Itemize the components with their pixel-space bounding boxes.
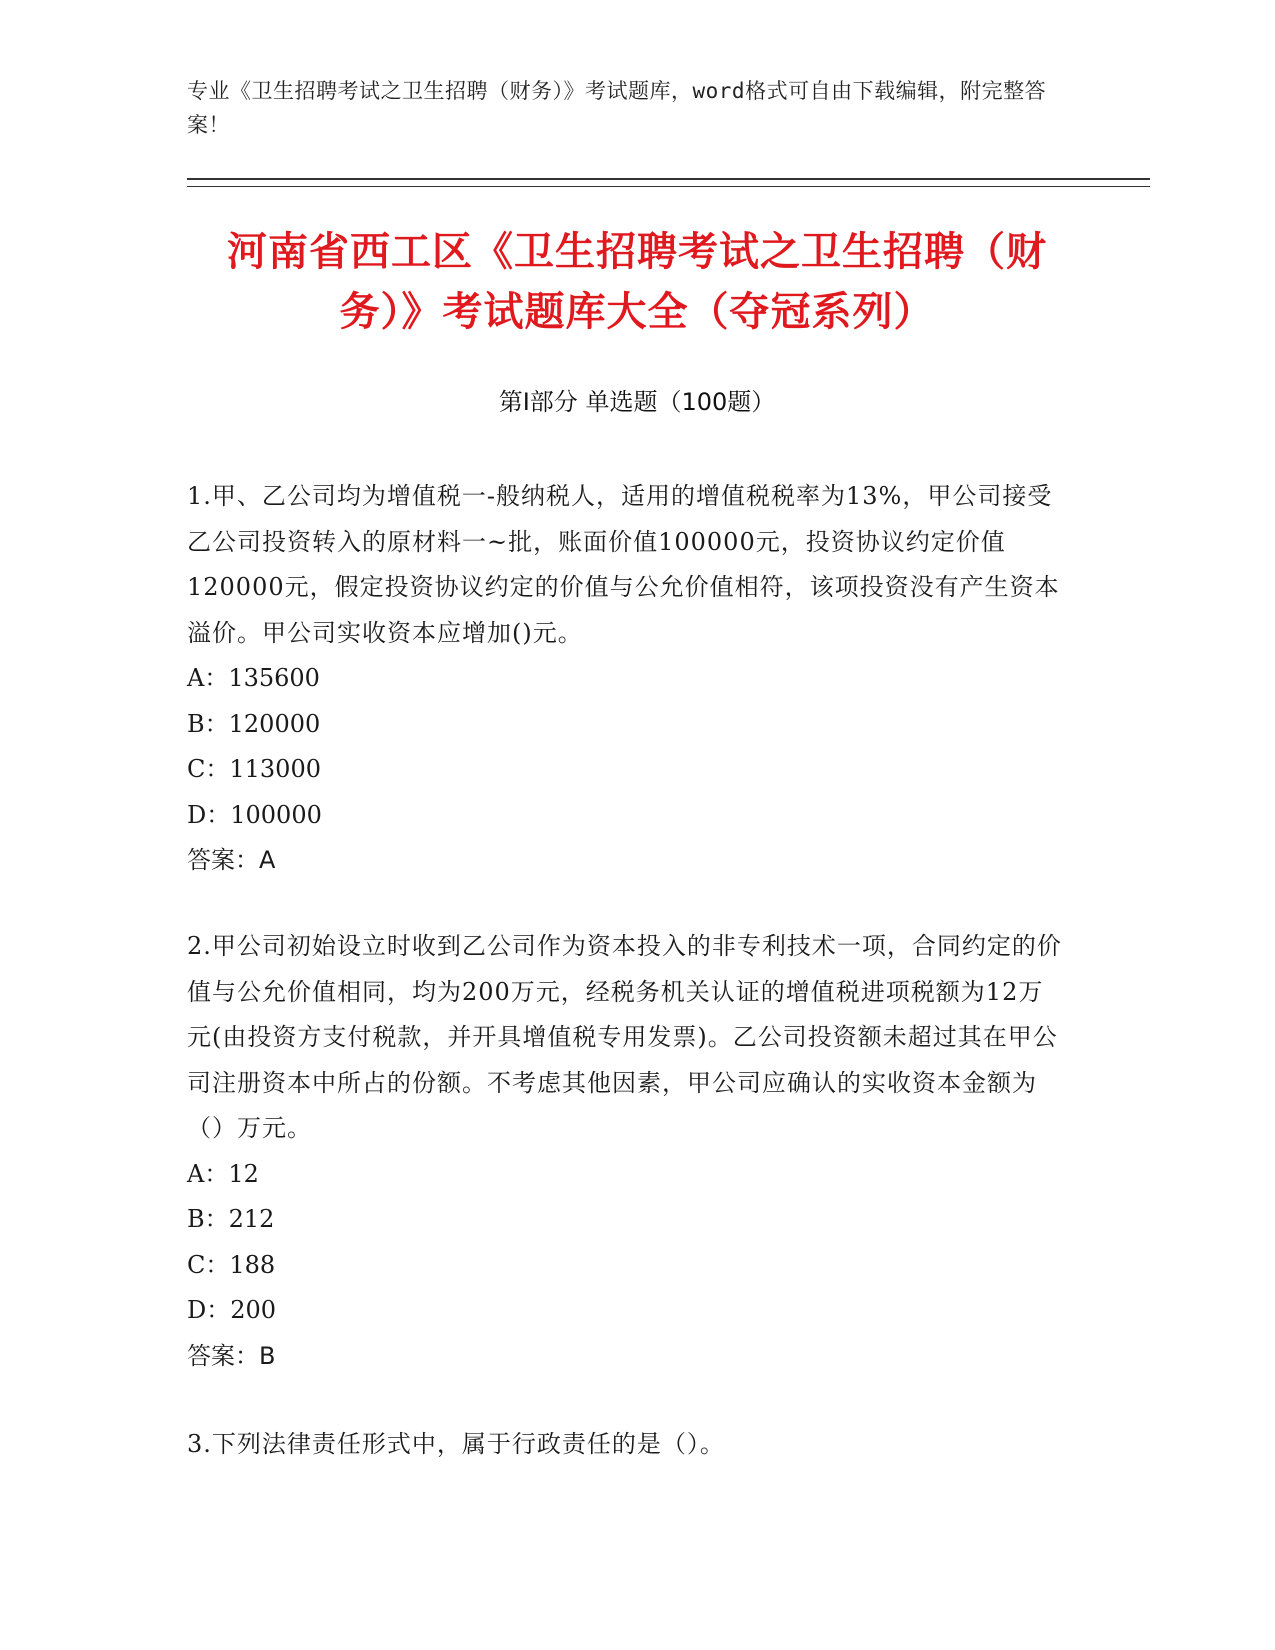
option-c: C：113000 xyxy=(187,755,321,783)
header-divider-thick xyxy=(187,178,1150,180)
question-stem: 2.甲公司初始设立时收到乙公司作为资本投入的非专利技术一项，合同约定的价值与公允价值相同，均为200万元，经税务机关认证的增值税进项税额为12万元(由投资方支付税款，并开具增值税专用发票)。乙公司投资额未超过其在甲公司注册资本中所占的份额。不考虑其他因素，甲公司应确认的实收资本金额为（）万元。 xyxy=(187,932,1062,1142)
option-c: C：188 xyxy=(187,1250,276,1279)
document-title: 河南省西工区《卫生招聘考试之卫生招聘（财务）》考试题库大全（夺冠系列） xyxy=(227,229,1047,335)
question-2 xyxy=(187,924,1067,1379)
answer: 答案：B xyxy=(187,1341,276,1370)
question-1 xyxy=(187,474,1067,884)
question-stem: 3.下列法律责任形式中，属于行政责任的是（）。 xyxy=(187,1430,725,1458)
header-note: 专业《卫生招聘考试之卫生招聘（财务）》考试题库，word格式可自由下载编辑，附完整答案！ xyxy=(187,79,1047,137)
header-divider-thin xyxy=(187,186,1150,187)
option-a: A：135600 xyxy=(187,664,320,692)
answer: 答案：A xyxy=(187,846,276,874)
question-stem: 1.甲、乙公司均为增值税一-般纳税人，适用的增值税税率为13%，甲公司接受乙公司投资转入的原材料一~批，账面价值100000元，投资协议约定价值120000元，假定投资协议约定的价值与公允价值相符，该项投资没有产生资本溢价。甲公司实收资本应增加()元。 xyxy=(187,482,1060,647)
option-b: B：212 xyxy=(187,1205,275,1233)
option-b: B：120000 xyxy=(187,709,321,738)
option-d: D：200 xyxy=(187,1296,277,1324)
option-a: A：12 xyxy=(187,1159,259,1188)
question-3 xyxy=(187,1422,1067,1468)
section-title: 第Ⅰ部分 单选题（100题） xyxy=(498,388,776,416)
option-d: D：100000 xyxy=(187,800,322,829)
